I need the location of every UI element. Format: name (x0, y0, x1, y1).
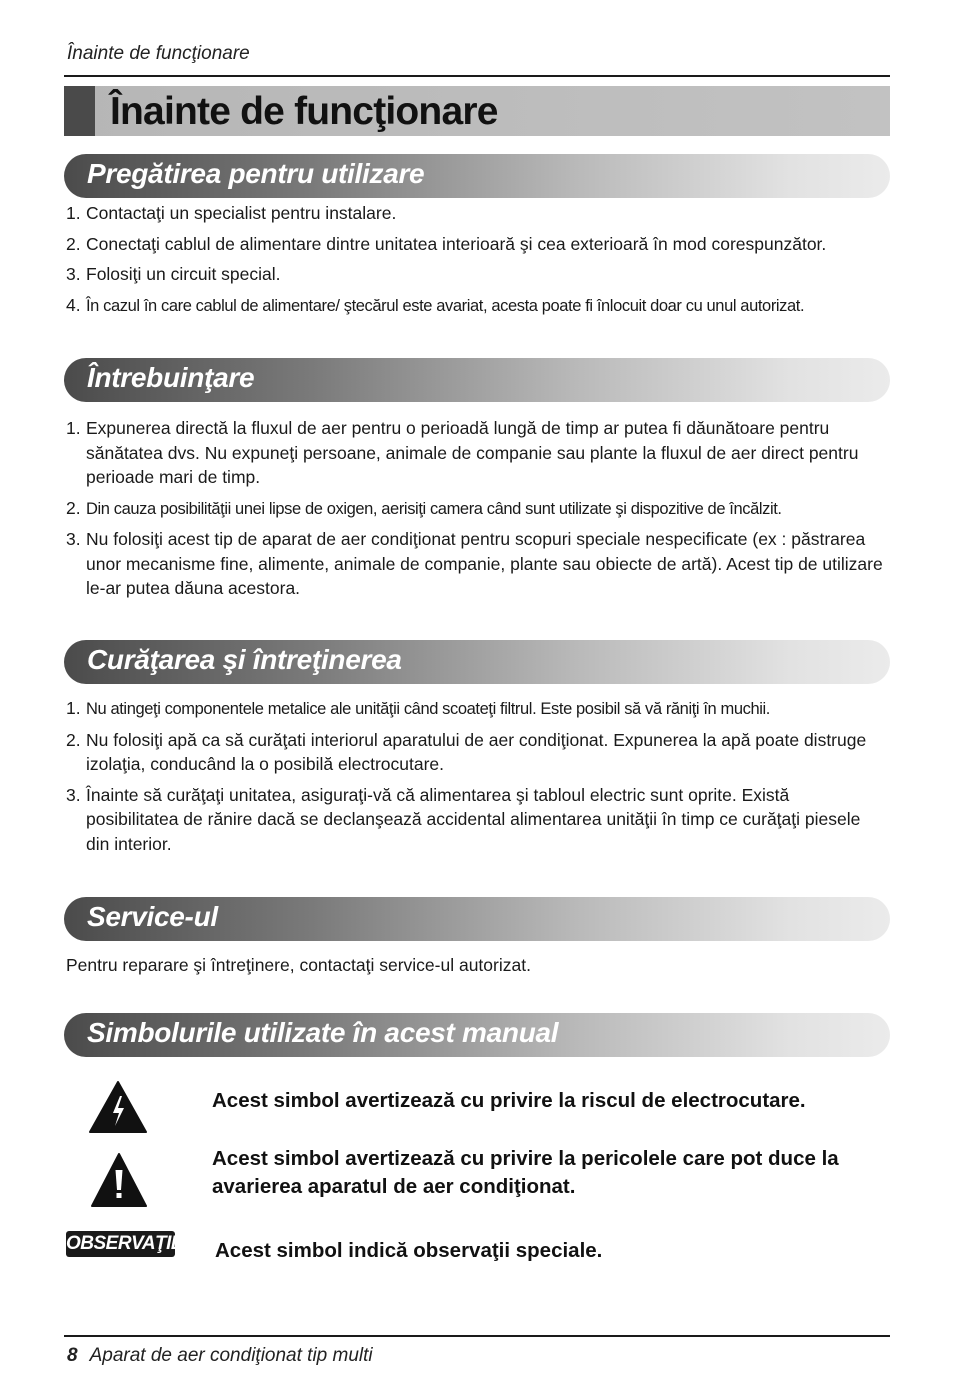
cleaning-list (66, 696, 886, 862)
symbol-description: Acest simbol indică observaţii speciale. (215, 1239, 603, 1262)
list-item: 2. Nu folosiţi apă ca să curăţati interiorul aparatului de aer condiţionat. Expunerea la apă poate distruge izolaţia, conducând la o posibilă electrocutare. (66, 729, 867, 774)
section-heading: Simbolurile utilizate în acest manual (87, 1017, 559, 1048)
page-title: Înainte de funcţionare (110, 90, 498, 133)
list-item: 1. Expunerea directă la fluxul de aer pentru o perioadă lungă de timp ar putea fi dăunătoare pentru sănătatea dvs. Nu expuneţi persoane, animale de companie sau plante la fluxul de aer direct pentru perioade mari de timp. (66, 418, 859, 487)
usage-list (66, 416, 886, 607)
caution-exclamation-icon (90, 1152, 148, 1208)
list-item: 1. Nu atingeţi componentele metalice ale unităţii când scoateţi filtrul. Este posibil să vă răniţi în muchii. (66, 698, 770, 718)
section-heading-bar (64, 154, 890, 198)
section-heading-bar (64, 358, 890, 402)
page-number: 8 (67, 1345, 78, 1366)
section-heading-bar (64, 640, 890, 684)
list-item: 2. Din cauza posibilităţii unei lipse de oxigen, aerisiţi camera când sunt utilizate şi dispozitive de încălzit. (66, 497, 782, 518)
title-accent-block (64, 86, 95, 136)
symbol-description: Acest simbol avertizează cu privire la riscul de electrocutare. (212, 1089, 806, 1112)
running-header: Înainte de funcţionare (67, 43, 250, 64)
list-item: 4. În cazul în care cablul de alimentare/ ştecărul este avariat, acesta poate fi înlocuit doar cu unul autorizat. (66, 294, 805, 315)
list-item: 1. Contactaţi un specialist pentru instalare. (66, 203, 397, 223)
page-title-bar (64, 86, 890, 136)
section-heading-bar (64, 897, 890, 941)
electric-shock-warning-icon (88, 1080, 148, 1134)
section-heading: Pregătirea pentru utilizare (87, 158, 425, 189)
symbol-description: Acest simbol avertizează cu privire la pericolele care pot duce la avarierea aparatul de aer condiţionat. (212, 1147, 839, 1198)
section-heading: Service-ul (87, 901, 218, 932)
list-item: 2. Conectaţi cablul de alimentare dintre unitatea interioară şi cea exterioară în mod corespunzător. (66, 233, 827, 254)
header-rule (64, 75, 890, 77)
page-footer (67, 1345, 373, 1367)
list-item: 3. Nu folosiţi acest tip de aparat de aer condiţionat pentru scopuri speciale nespecificate (ex : păstrarea unor mecanisme fine, alimente, animale de companie, plante sau obiecte de artă). Acest tip de utilizare le-ar putea dăuna acestora. (66, 529, 883, 598)
manual-title: Aparat de aer condiţionat tip multi (89, 1345, 373, 1366)
section-heading-bar (64, 1013, 890, 1057)
footer-rule (64, 1335, 890, 1337)
section-heading: Întrebuinţare (87, 362, 255, 393)
section-heading: Curăţarea şi întreţinerea (87, 644, 402, 675)
service-text: Pentru reparare şi întreţinere, contactaţi service-ul autorizat. (66, 955, 531, 975)
list-item: 3. Folosiţi un circuit special. (66, 264, 281, 284)
list-item: 3. Înainte să curăţaţi unitatea, asiguraţi-vă că alimentarea şi tabloul electric sunt oprite. Există posibilitatea de rănire dacă se declanşează accidental alimentarea unităţii în timp ce curăţaţi piesele din interior. (66, 784, 861, 854)
preparation-list (66, 201, 886, 324)
note-badge: OBSERVAŢIE (66, 1231, 175, 1257)
